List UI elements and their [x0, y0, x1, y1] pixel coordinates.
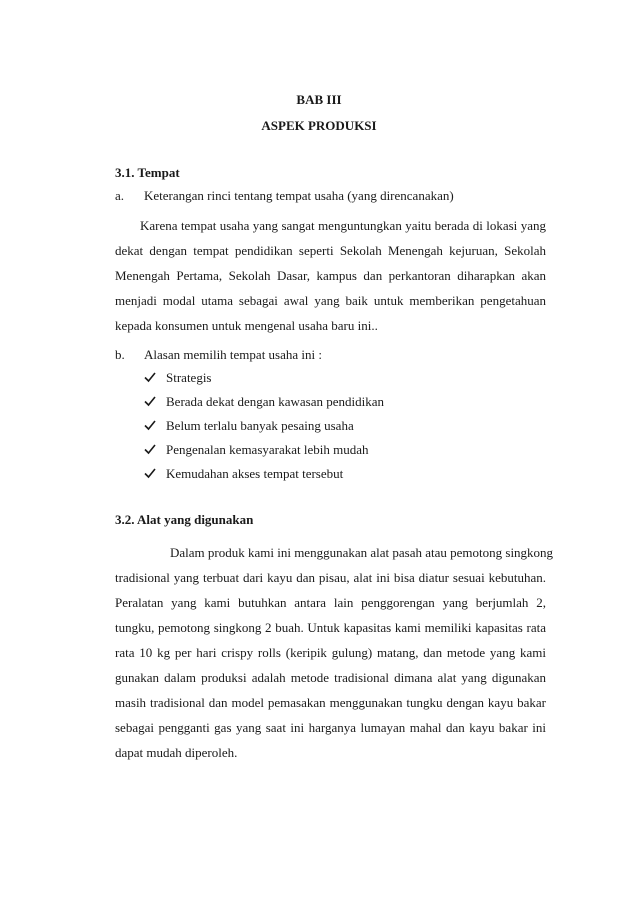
chapter-title: ASPEK PRODUKSI: [261, 118, 377, 133]
reason-item: [144, 394, 384, 410]
reason-item: [144, 370, 212, 386]
list-marker-b: b.: [115, 347, 125, 362]
paragraph-line: kepada konsumen untuk mengenal usaha baru ini..: [115, 318, 378, 333]
paragraph-line: Karena tempat usaha yang sangat menguntungkan yaitu berada di lokasi yang: [140, 218, 546, 233]
reason-text: Belum terlalu banyak pesaing usaha: [166, 418, 354, 433]
reason-item: [144, 466, 343, 482]
reason-item: [144, 442, 369, 458]
section-heading-alat: 3.2. Alat yang digunakan: [115, 512, 254, 527]
paragraph-line: menjadi modal utama sebagai awal yang baik untuk memberikan pengetahuan: [115, 293, 546, 308]
section-heading-tempat: 3.1. Tempat: [115, 165, 180, 180]
paragraph-line: Dalam produk kami ini menggunakan alat pasah atau pemotong singkong: [170, 545, 554, 560]
checkmark-icon: [144, 443, 156, 455]
paragraph-line: sebagai pengganti gas yang saat ini harganya lumayan mahal dan kayu bakar ini: [115, 720, 546, 735]
list-marker-a: a.: [115, 188, 125, 203]
paragraph-line: Menengah Pertama, Sekolah Dasar, kampus dan perkantoran diharapkan akan: [115, 268, 546, 283]
checkmark-icon: [144, 419, 156, 431]
reason-item: [144, 418, 354, 434]
list-item-a-text: Keterangan rinci tentang tempat usaha (yang direncanakan): [144, 188, 454, 203]
reason-text: Strategis: [166, 370, 212, 385]
checkmark-icon: [144, 371, 156, 383]
paragraph-line: masih tradisional dan model pemasakan menggunakan tungku dengan kayu bakar: [115, 695, 546, 710]
paragraph-line: tradisional yang terbuat dari kayu dan pisau, alat ini bisa diatur sesuai kebutuhan.: [115, 570, 546, 585]
paragraph-line: tungku, pemotong singkong 2 buah. Untuk kapasitas kami memiliki kapasitas rata: [115, 620, 546, 635]
list-item-b-text: Alasan memilih tempat usaha ini :: [144, 347, 322, 362]
reason-text: Kemudahan akses tempat tersebut: [166, 466, 344, 481]
reason-text: Pengenalan kemasyarakat lebih mudah: [166, 442, 369, 457]
paragraph-line: rata 10 kg per hari crispy rolls (keripik gulung) matang, dan metode yang kami: [115, 645, 546, 660]
checkmark-icon: [144, 467, 156, 479]
checkmark-icon: [144, 395, 156, 407]
chapter-number: BAB III: [296, 92, 342, 107]
reason-text: Berada dekat dengan kawasan pendidikan: [166, 394, 385, 409]
paragraph-line: gunakan dalam produksi adalah metode tradisional dimana alat yang digunakan: [115, 670, 546, 685]
paragraph-line: dapat mudah diperoleh.: [115, 745, 238, 760]
paragraph-line: dekat dengan tempat pendidikan seperti Sekolah Menengah kejuruan, Sekolah: [115, 243, 546, 258]
paragraph-line: Peralatan yang kami butuhkan antara lain penggorengan yang berjumlah 2,: [115, 595, 546, 610]
